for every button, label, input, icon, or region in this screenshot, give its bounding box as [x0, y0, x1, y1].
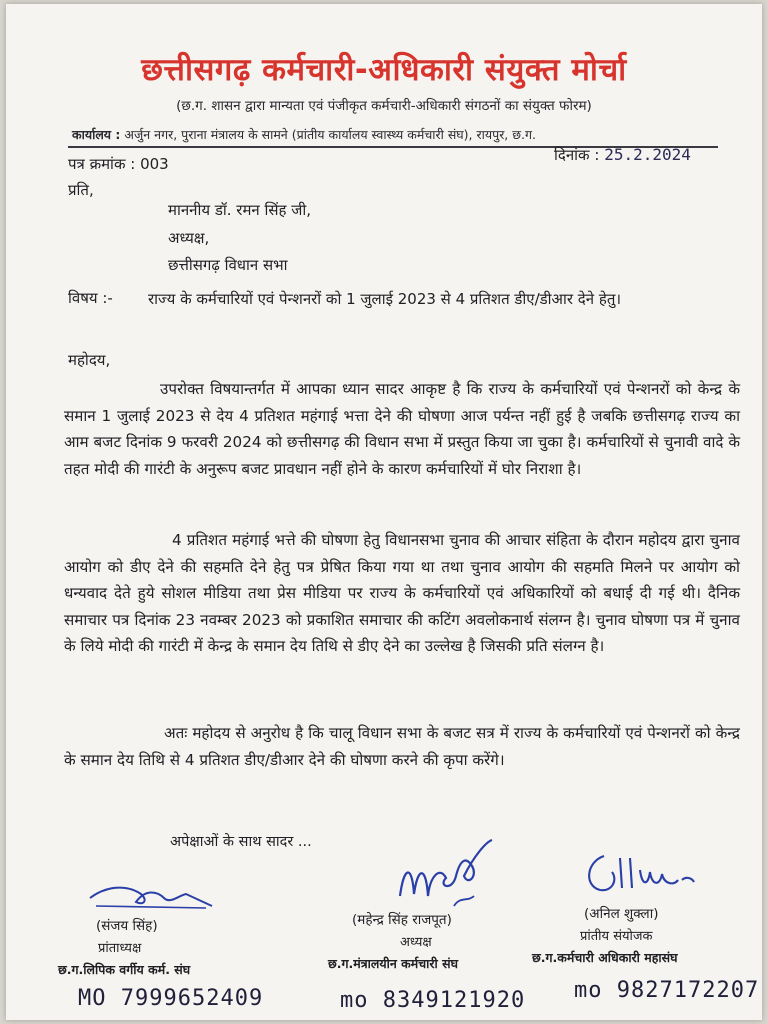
- office-address: अर्जुन नगर, पुराना मंत्रालय के सामने (प्रांतीय कार्यालय स्वास्थ्य कर्मचारी संघ), रायपुर, छ.ग.: [124, 127, 537, 142]
- signatory-1-name: (संजय सिंह): [96, 918, 158, 934]
- letter-sheet: [6, 4, 762, 1020]
- body-paragraph-3: अतः महोदय से अनुरोध है कि चालू विधान सभा के बजट सत्र में राज्य के कर्मचारियों एवं पेन्शनरों को केन्द्र के समान देय तिथि से 4 प्रतिशत डीए/डीआर देने की घोषणा करने की कृपा करेंगे।: [64, 724, 740, 769]
- signatory-3-mobile: mo 9827172207: [574, 978, 760, 1003]
- reference-number: 003: [140, 155, 169, 173]
- date-label: दिनांक :: [554, 146, 600, 164]
- to-label: प्रति,: [68, 181, 94, 199]
- signatory-3-organization: छ.ग.कर्मचारी अधिकारी महासंघ: [532, 950, 678, 965]
- signatory-3-name: (अनिल शुक्ला): [584, 906, 659, 922]
- signatory-2-name: (महेन्द्र सिंह राजपूत): [352, 912, 452, 928]
- recipient-line: छत्तीसगढ़ विधान सभा: [168, 256, 288, 274]
- signature-anil-shukla: [582, 850, 702, 900]
- date-line: [554, 145, 691, 165]
- recipient-line: अध्यक्ष,: [168, 229, 210, 247]
- signatory-1-mobile: MO 7999652409: [78, 986, 264, 1011]
- signatory-1-organization: छ.ग.लिपिक वर्गीय कर्म. संघ: [58, 962, 191, 977]
- signatory-1-role: प्रांताध्यक्ष: [98, 941, 142, 956]
- salutation: महोदय,: [68, 351, 111, 369]
- signatory-2-mobile: mo 8349121920: [340, 988, 526, 1013]
- office-address-line: [72, 126, 536, 143]
- signatory-2-role: अध्यक्ष: [400, 935, 432, 950]
- subject-text: राज्य के कर्मचारियों एवं पेन्शनरों को 1 जुलाई 2023 से 4 प्रतिशत डीए/डीआर देने हेतु।: [148, 290, 622, 308]
- body-paragraph-2: 4 प्रतिशत महंगाई भत्ते की घोषणा हेतु विधानसभा चुनाव की आचार संहिता के दौरान महोदय द्वारा चुनाव आयोग को डीए देने की सहमति देने हेतु पत्र प्रेषित किया गया था तथा चुनाव आयोग की सहमति मिलने पर आयोग को धन्यवाद देते हुये सोशल मीडिया तथा प्रेस मीडिया पर राज्य के कर्मचारियों एवं अधिकारियों को बधाई दी गई थी। दैनिक समाचार पत्र दिनांक 23 नवम्बर 2023 को प्रकाशित समाचार की कटिंग अवलोकनार्थ संलग्न है। चुनाव घोषणा पत्र में चुनाव के लिये मोदी की गारंटी में केन्द्र के समान देय तिथि से डीए देने का उल्लेख है जिसकी प्रति संलग्न है।: [64, 531, 740, 655]
- closing-line: अपेक्षाओं के साथ सादर ...: [170, 834, 312, 850]
- body-paragraph-1: उपरोक्त विषयान्तर्गत में आपका ध्यान सादर आकृष्ट है कि राज्य के कर्मचारियों एवं पेन्शनरों को केन्द्र के समान 1 जुलाई 2023 से देय 4 प्रतिशत महंगाई भत्ता देने की घोषणा आज पर्यन्त नहीं हुई है जबकि छत्तीसगढ़ राज्य का आम बजट दिनांक 9 फरवरी 2024 को छत्तीसगढ़ की विधान सभा में प्रस्तुत किया जा चुका है। कर्मचारियों से चुनावी वादे के तहत मोदी की गारंटी के अनुरूप बजट प्रावधान नहीं होने के कारण कर्मचारियों में घोर निराशा है।: [64, 380, 740, 478]
- reference-line: [68, 154, 169, 174]
- office-label: कार्यालय :: [72, 127, 121, 142]
- signature-mahendra-singh-rajput: [394, 836, 504, 916]
- reference-label: पत्र क्रमांक :: [68, 155, 136, 173]
- recipient-line: माननीय डॉ. रमन सिंह जी,: [168, 201, 312, 219]
- signatory-3-role: प्रांतीय संयोजक: [580, 929, 653, 944]
- organization-subtitle: (छ.ग. शासन द्वारा मान्यता एवं पंजीकृत कर्मचारी-अधिकारी संगठनों का संयुक्त फोरम): [176, 98, 592, 114]
- subject-label: विषय :-: [68, 289, 113, 307]
- signature-sanjay-singh: [86, 876, 216, 916]
- date-value: 25.2.2024: [604, 145, 691, 164]
- signatory-2-organization: छ.ग.मंत्रालयीन कर्मचारी संघ: [328, 956, 458, 971]
- organization-title: छत्तीसगढ़ कर्मचारी-अधिकारी संयुक्त मोर्चा: [141, 52, 627, 88]
